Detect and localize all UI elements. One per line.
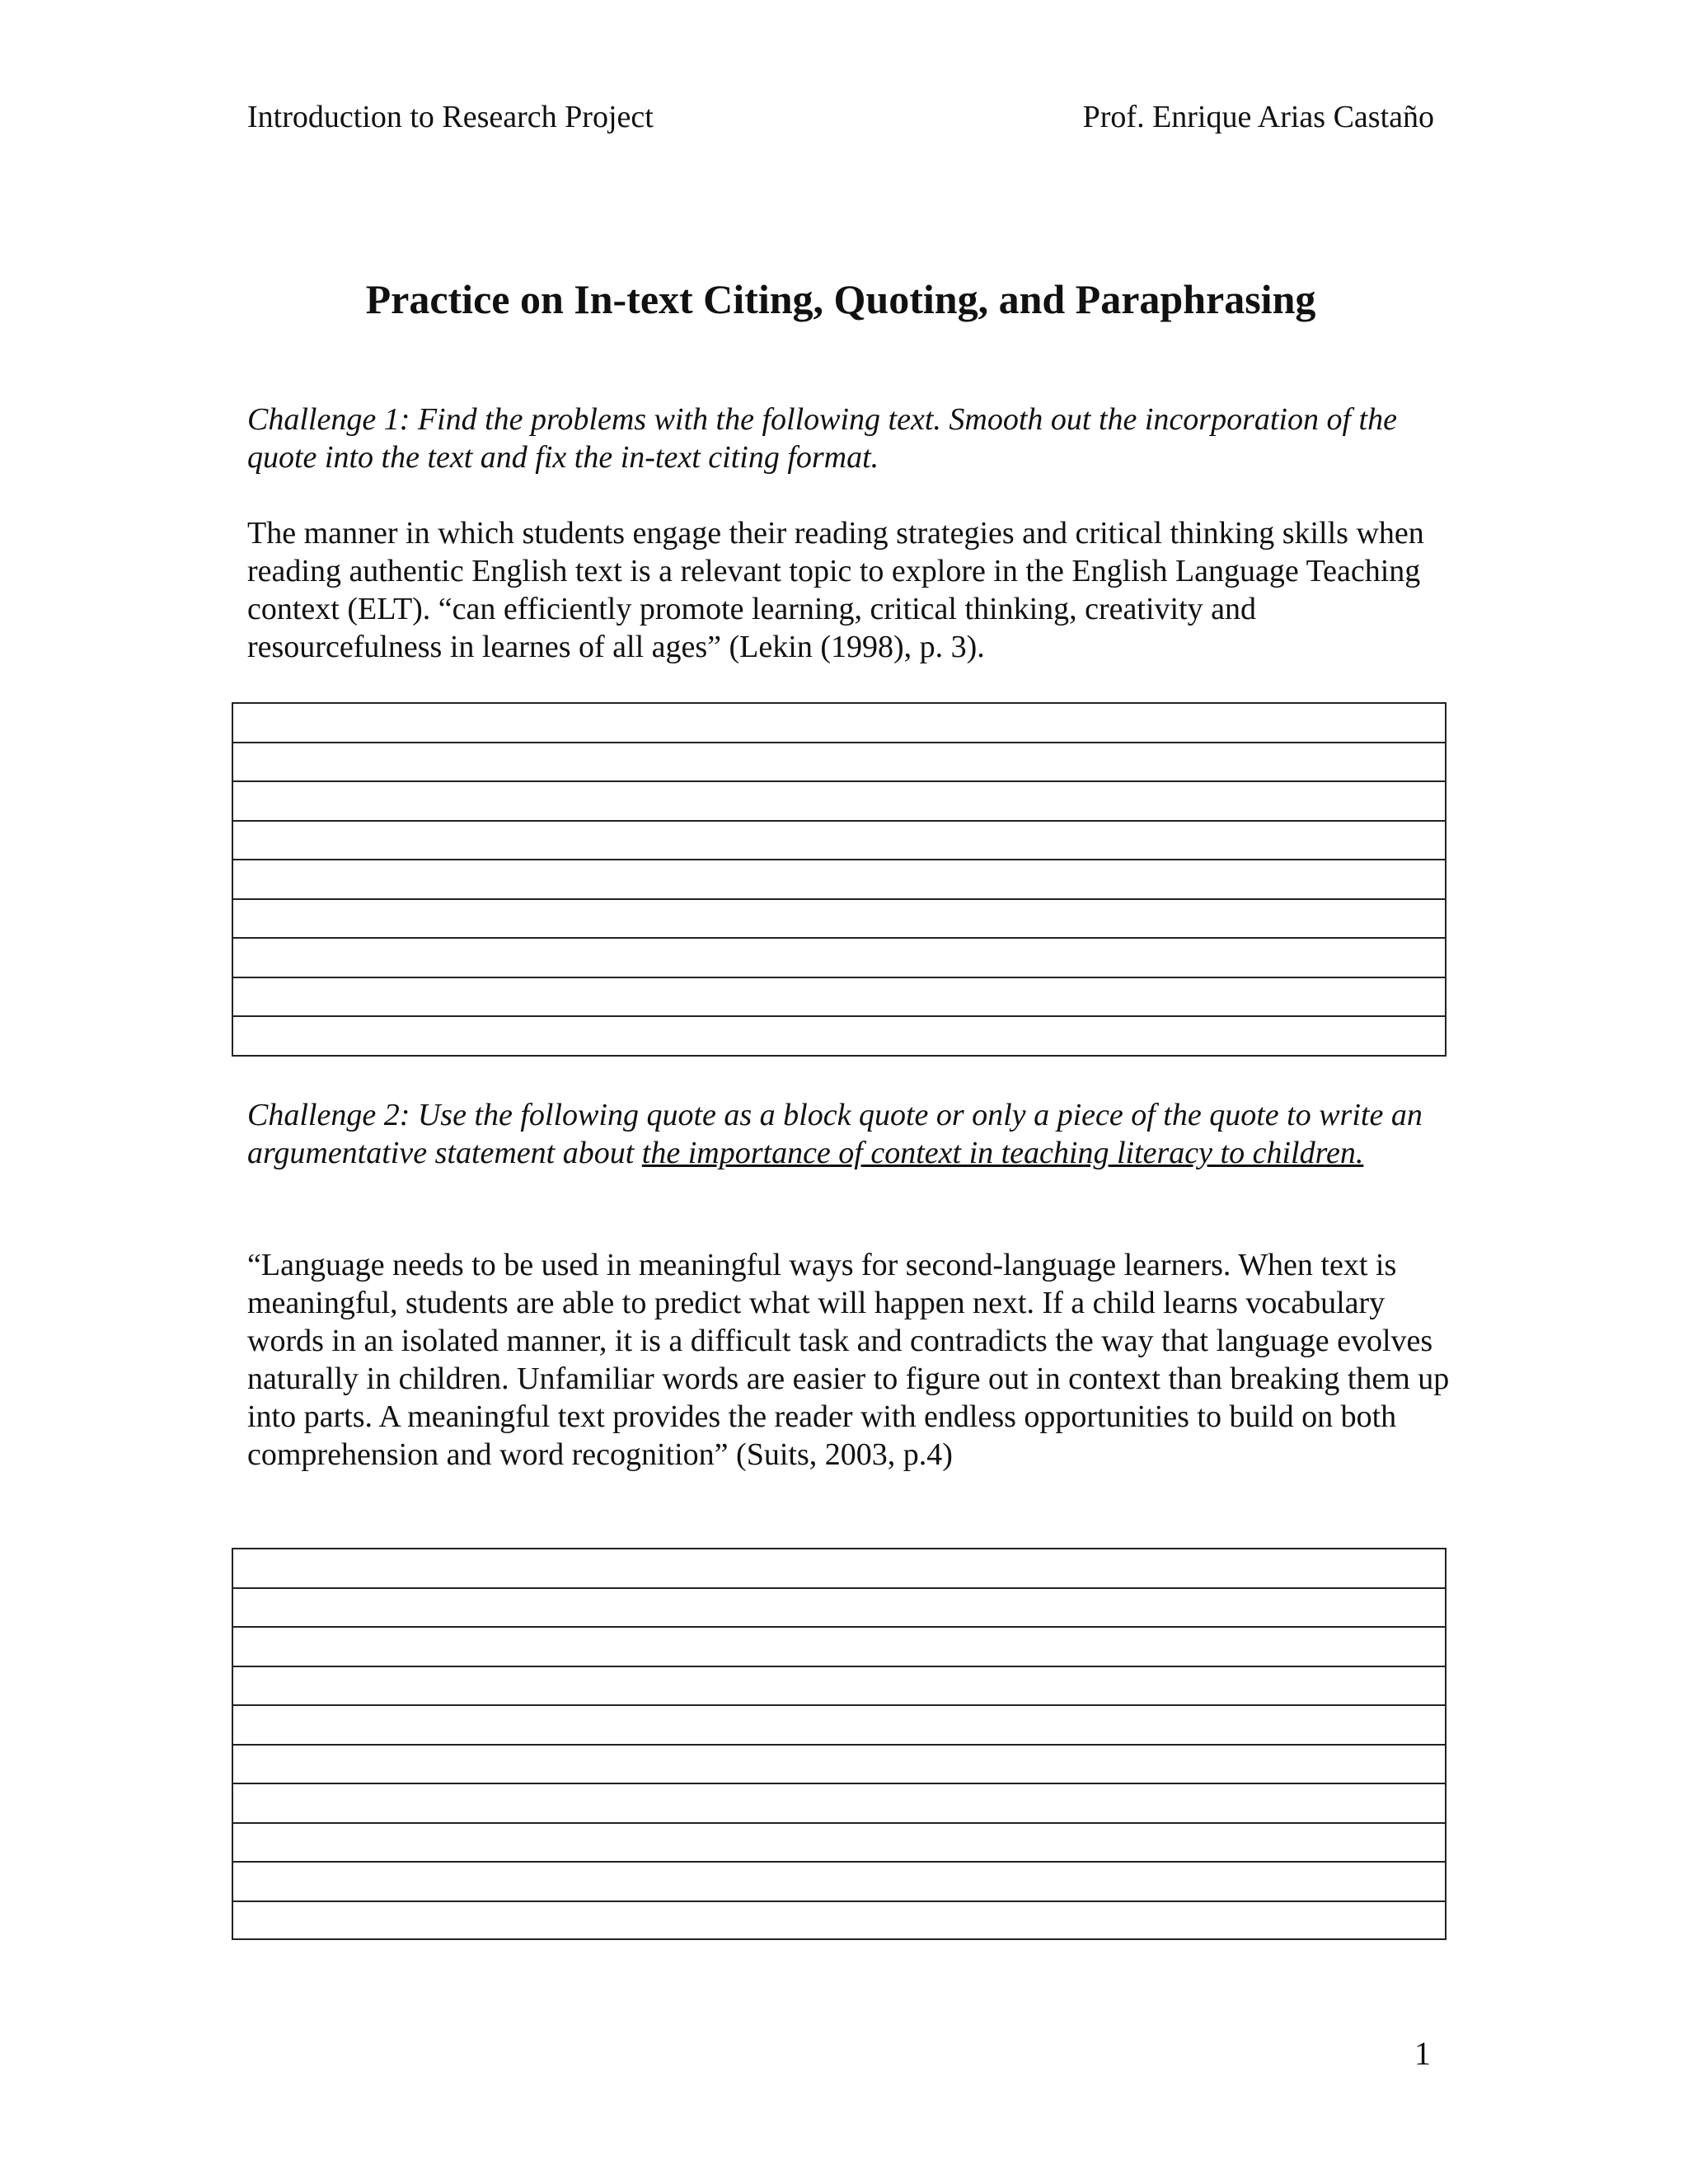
challenge2-topic: the importance of context in teaching literacy to children. xyxy=(641,1136,1364,1170)
answer-line[interactable] xyxy=(233,900,1445,940)
challenge2-quote: “Language needs to be used in meaningful ways for second-language learners. When text is meaningful, students are able to predict what will happen next. If a child learns vocabulary words in an isolated manner, it is a difficult task and contradicts the way that language evolves naturally in children. Unfamiliar words are easier to figure out in context than breaking them up into parts. A meaningful text provides the reader with endless opportunities to build on both comprehension and word recognition” (Suits, 2003, p.4) xyxy=(247,1248,1450,1472)
answer-line[interactable] xyxy=(233,782,1445,822)
page-number: 1 xyxy=(1414,2035,1431,2072)
page-title: Practice on In-text Citing, Quoting, and Paraphrasing xyxy=(365,276,1316,322)
answer-line[interactable] xyxy=(233,860,1445,900)
challenge1-answer-box[interactable] xyxy=(232,702,1447,1057)
challenge2-instructions-prefix: Challenge 2: Use the following quote as a block quote or only a piece of the quote to write an argumentative statement about xyxy=(247,1098,1423,1170)
answer-line[interactable] xyxy=(233,1746,1445,1785)
answer-line[interactable] xyxy=(233,1863,1445,1902)
answer-line[interactable] xyxy=(233,1902,1445,1942)
answer-line[interactable] xyxy=(233,939,1445,978)
answer-line[interactable] xyxy=(233,1589,1445,1629)
challenge1-text: The manner in which students engage their reading strategies and critical thinking skills when reading authentic English text is a relevant topic to explore in the English Language Teaching context (ELT). “can efficiently promote learning, critical thinking, creativity and resourcefulness in learnes of all ages” (Lekin (1998), p. 3). xyxy=(247,516,1424,664)
answer-line[interactable] xyxy=(233,978,1445,1018)
answer-line[interactable] xyxy=(233,822,1445,861)
answer-line[interactable] xyxy=(233,1824,1445,1863)
header-course-title: Introduction to Research Project xyxy=(247,100,654,134)
challenge1-instructions: Challenge 1: Find the problems with the following text. Smooth out the incorporation of the quote into the text and fix the in-text citing format. xyxy=(247,402,1397,475)
challenge2-instructions xyxy=(247,1096,1451,1172)
answer-line[interactable] xyxy=(233,1549,1445,1589)
answer-line[interactable] xyxy=(233,1706,1445,1746)
answer-line[interactable] xyxy=(233,704,1445,743)
header-professor-name: Prof. Enrique Arias Castaño xyxy=(1082,100,1434,134)
challenge2-answer-box[interactable] xyxy=(232,1548,1447,1940)
answer-line[interactable] xyxy=(233,1628,1445,1667)
answer-line[interactable] xyxy=(233,1017,1445,1057)
answer-line[interactable] xyxy=(233,1667,1445,1707)
answer-line[interactable] xyxy=(233,1784,1445,1824)
answer-line[interactable] xyxy=(233,743,1445,783)
